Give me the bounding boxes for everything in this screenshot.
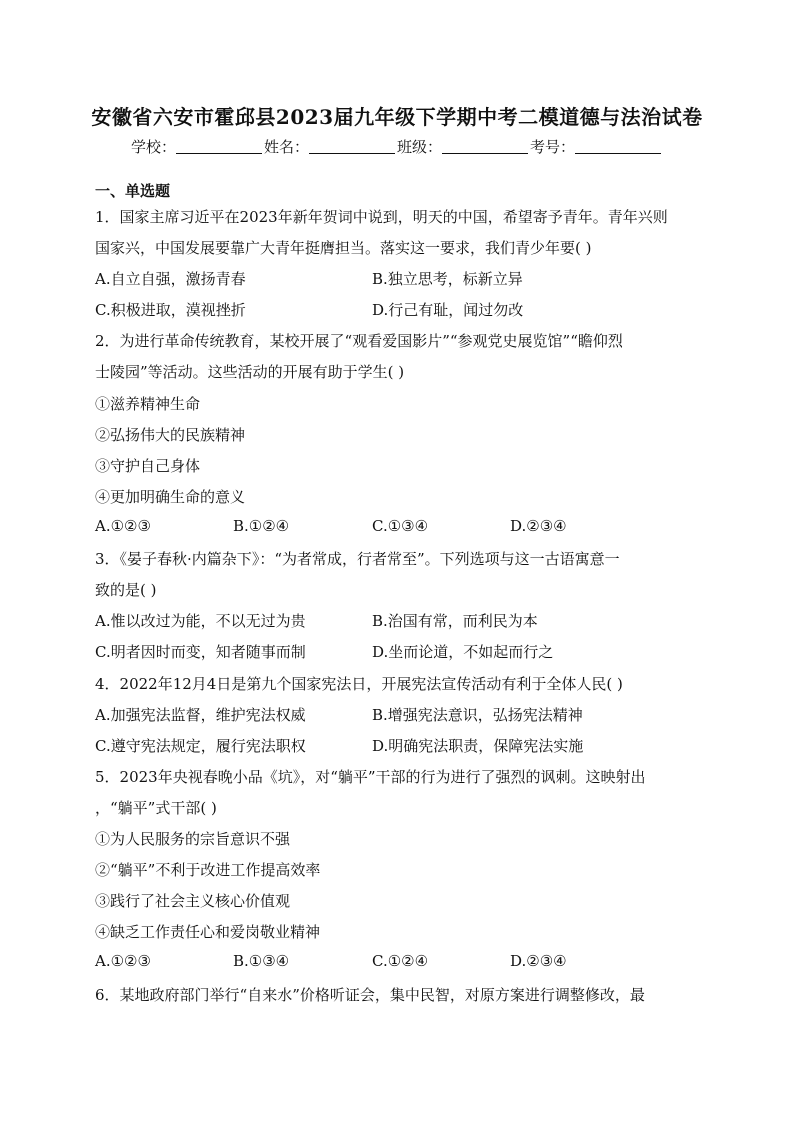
statement-item: ③守护自己身体	[95, 457, 201, 475]
question-stem-line: 2．为进行革命传统教育，某校开展了“观看爱国影片”“参观党史展览馆”“瞻仰烈	[95, 332, 623, 350]
question-stem-line: 4．2022年12月4日是第九个国家宪法日，开展宪法宣传活动有利于全体人民( )	[95, 675, 623, 693]
option-d[interactable]: D.明确宪法职责，保障宪法实施	[372, 737, 584, 755]
exam-title: 安徽省六安市霍邱县2023届九年级下学期中考二模道德与法治试卷	[91, 105, 703, 129]
exam-number-blank[interactable]	[575, 139, 661, 154]
question-stem-line: 致的是( )	[95, 581, 157, 599]
question-stem-line: 1．国家主席习近平在2023年新年贺词中说到，明天的中国，希望寄予青年。青年兴则	[95, 208, 668, 226]
option-d[interactable]: D.坐而论道，不如起而行之	[372, 643, 554, 661]
name-blank[interactable]	[309, 139, 395, 154]
question-stem-line: 士陵园”等活动。这些活动的开展有助于学生( )	[95, 363, 405, 381]
option-c[interactable]: C.明者因时而变，知者随事而制	[95, 643, 306, 661]
option-c[interactable]: C.①③④	[372, 517, 429, 535]
option-b[interactable]: B.治国有常，而利民为本	[372, 612, 538, 630]
option-d[interactable]: D.②③④	[510, 517, 567, 535]
class-blank[interactable]	[442, 139, 528, 154]
option-b[interactable]: B.独立思考，标新立异	[372, 270, 523, 288]
question-stem-line: ，“躺平”式干部( )	[95, 799, 217, 817]
option-c[interactable]: C.遵守宪法规定，履行宪法职权	[95, 737, 306, 755]
statement-item: ①滋养精神生命	[95, 395, 201, 413]
option-b[interactable]: B.增强宪法意识，弘扬宪法精神	[372, 706, 583, 724]
class-label: 班级：	[397, 138, 443, 156]
question-stem-line: 5．2023年央视春晚小品《坑》，对“躺平”干部的行为进行了强烈的讽刺。这映射出	[95, 768, 646, 786]
student-info-line	[0, 136, 794, 157]
option-a[interactable]: A.惟以改过为能，不以无过为贵	[95, 612, 306, 630]
statement-item: ③践行了社会主义核心价值观	[95, 892, 291, 910]
statement-item: ①为人民服务的宗旨意识不强	[95, 830, 291, 848]
question-stem-line: 6．某地政府部门举行“自来水”价格听证会，集中民智，对原方案进行调整修改，最	[95, 986, 645, 1004]
option-d[interactable]: D.②③④	[510, 952, 567, 970]
name-label: 姓名：	[263, 138, 309, 156]
statement-item: ④缺乏工作责任心和爱岗敬业精神	[95, 923, 321, 941]
option-b[interactable]: B.①②④	[233, 517, 290, 535]
option-c[interactable]: C.①②④	[372, 952, 429, 970]
option-a[interactable]: A.①②③	[95, 517, 151, 535]
statement-item: ④更加明确生命的意义	[95, 488, 246, 506]
option-d[interactable]: D.行己有耻，闻过勿改	[372, 301, 524, 319]
option-b[interactable]: B.①③④	[233, 952, 290, 970]
question-stem-line: 国家兴，中国发展要靠广大青年挺膺担当。落实这一要求，我们青少年要( )	[95, 239, 592, 257]
option-a[interactable]: A.加强宪法监督，维护宪法权威	[95, 706, 306, 724]
section-title: 一、单选题	[95, 182, 171, 200]
question-stem-line: 3．《晏子春秋·内篇杂下》：“为者常成，行者常至”。下列选项与这一古语寓意一	[95, 550, 620, 568]
statement-item: ②“躺平”不利于改进工作提高效率	[95, 861, 321, 879]
option-c[interactable]: C.积极进取，漠视挫折	[95, 301, 246, 319]
statement-item: ②弘扬伟大的民族精神	[95, 426, 246, 444]
exam-number-label: 考号：	[530, 138, 576, 156]
option-a[interactable]: A.①②③	[95, 952, 151, 970]
option-a[interactable]: A.自立自强，激扬青春	[95, 270, 246, 288]
school-label: 学校：	[130, 138, 176, 156]
school-blank[interactable]	[176, 139, 262, 154]
